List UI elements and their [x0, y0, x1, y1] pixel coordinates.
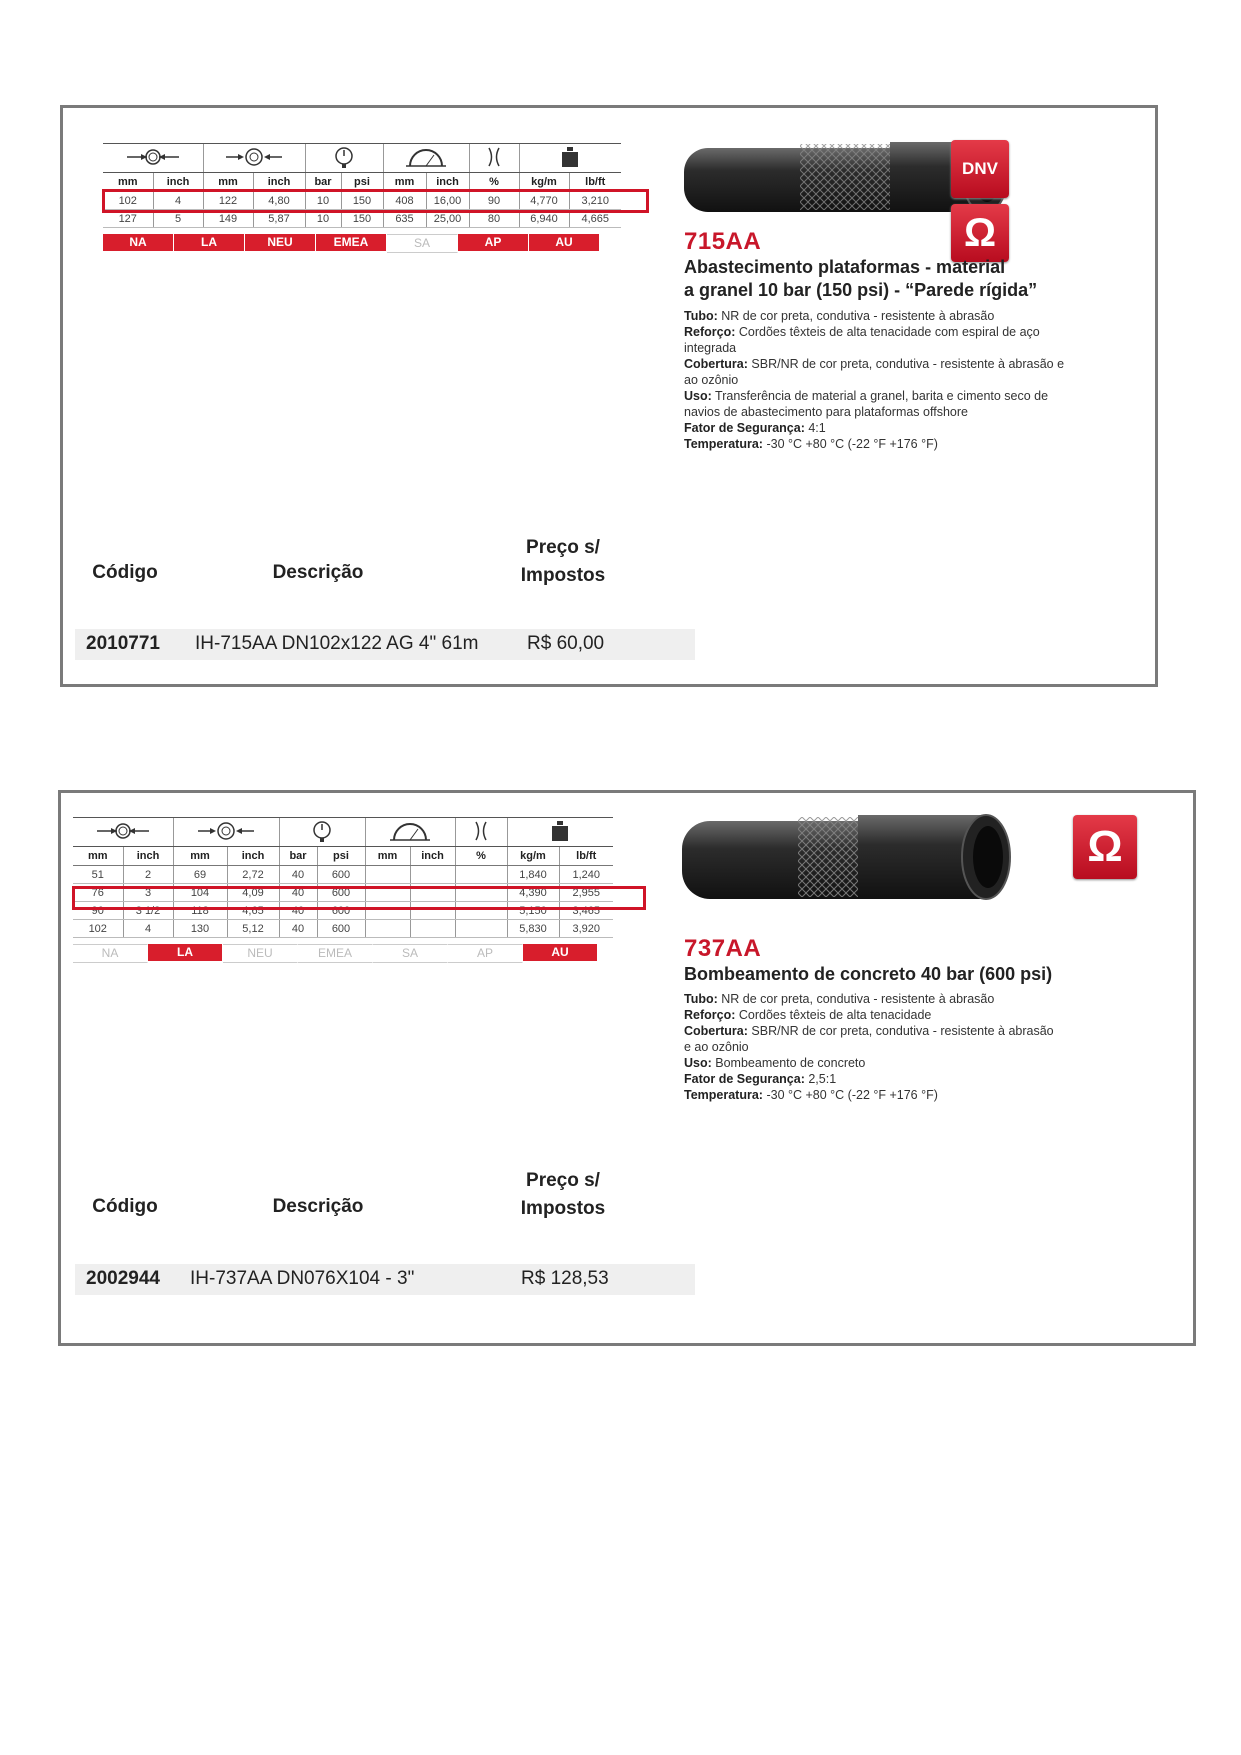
- spec-cell: 2,955: [559, 884, 613, 902]
- description-label: Temperatura:: [684, 1088, 763, 1102]
- description-label: Tubo:: [684, 992, 718, 1006]
- spec-cell: 40: [279, 866, 317, 884]
- col-header-code: Código: [92, 562, 158, 583]
- unit-header: lb/ft: [569, 173, 621, 192]
- spec-cell: 4,390: [507, 884, 559, 902]
- description-label: Tubo:: [684, 309, 718, 323]
- spec-cell: 4,09: [227, 884, 279, 902]
- spec-cell: 5,12: [227, 920, 279, 938]
- spec-row: [73, 866, 613, 884]
- description-line: [684, 340, 1064, 356]
- description-text: NR de cor preta, condutiva - resistente à abrasão: [721, 992, 995, 1006]
- spec-cell: [365, 884, 410, 902]
- spec-cell: 150: [341, 210, 383, 228]
- spec-cell: 3: [123, 884, 173, 902]
- spec-row: [103, 210, 621, 228]
- spec-cell: 80: [469, 210, 519, 228]
- product-title: Bombeamento de concreto 40 bar (600 psi): [684, 964, 1053, 984]
- spec-row: [73, 902, 613, 920]
- outer-diameter-icon: [173, 818, 279, 847]
- spec-cell: 4,80: [253, 192, 305, 210]
- inner-diameter-icon: [103, 144, 203, 173]
- spec-row: [103, 192, 621, 210]
- region-ap: AP: [448, 944, 523, 963]
- spec-cell: [365, 902, 410, 920]
- spec-cell: 600: [317, 884, 365, 902]
- spec-cell: 4,770: [519, 192, 569, 210]
- spec-cell: 51: [73, 866, 123, 884]
- spec-cell: 3,210: [569, 192, 621, 210]
- item-code: 2010771: [86, 633, 160, 654]
- spec-cell: 127: [103, 210, 153, 228]
- unit-header: inch: [426, 173, 469, 192]
- spec-cell: 6,940: [519, 210, 569, 228]
- region-au: AU: [529, 234, 600, 251]
- dnv-badge: DNV: [951, 140, 1009, 198]
- description-line: [684, 356, 1064, 372]
- spec-cell: [455, 902, 507, 920]
- item-code: 2002944: [86, 1268, 160, 1289]
- description-line: [684, 324, 1064, 340]
- spec-cell: 102: [103, 192, 153, 210]
- unit-header: inch: [153, 173, 203, 192]
- spec-cell: 90: [469, 192, 519, 210]
- description-text: SBR/NR de cor preta, condutiva - resistente à abrasão: [751, 1024, 1054, 1038]
- unit-header: mm: [203, 173, 253, 192]
- vacuum-icon: [455, 818, 507, 847]
- unit-header: %: [455, 847, 507, 866]
- region-au: AU: [523, 944, 598, 961]
- description-label: Uso:: [684, 389, 712, 403]
- description-line: [684, 991, 1054, 1007]
- region-la: LA: [174, 234, 245, 251]
- spec-cell: [455, 884, 507, 902]
- product-code: 715AA: [684, 228, 762, 255]
- description-line: [684, 1071, 1054, 1087]
- unit-header: kg/m: [507, 847, 559, 866]
- description-line: [684, 420, 1064, 436]
- weight-icon: [519, 144, 621, 173]
- spec-cell: [365, 866, 410, 884]
- spec-cell: 2,72: [227, 866, 279, 884]
- item-description: IH-715AA DN102x122 AG 4" 61m: [195, 633, 479, 654]
- spec-table: [73, 817, 613, 960]
- unit-header: mm: [73, 847, 123, 866]
- spec-cell: 600: [317, 866, 365, 884]
- spec-cell: 5: [153, 210, 203, 228]
- spec-cell: 408: [383, 192, 426, 210]
- description-text: -30 °C +80 °C (-22 °F +176 °F): [766, 437, 938, 451]
- region-sa: SA: [387, 234, 458, 253]
- spec-cell: 76: [73, 884, 123, 902]
- spec-cell: [455, 866, 507, 884]
- spec-cell: 16,00: [426, 192, 469, 210]
- product-panel-715aa: [60, 105, 1158, 687]
- unit-header: mm: [365, 847, 410, 866]
- description-line: [684, 308, 1064, 324]
- spec-cell: 10: [305, 210, 341, 228]
- description-text: integrada: [684, 341, 737, 355]
- spec-row: [73, 884, 613, 902]
- spec-cell: 635: [383, 210, 426, 228]
- description-text: SBR/NR de cor preta, condutiva - resistente à abrasão e: [751, 357, 1065, 371]
- unit-header: inch: [123, 847, 173, 866]
- description-text: e ao ozônio: [684, 1040, 749, 1054]
- spec-cell: 5,830: [507, 920, 559, 938]
- description-text: 2,5:1: [808, 1072, 837, 1086]
- description-text: navios de abastecimento para plataformas offshore: [684, 405, 968, 419]
- description-label: Reforço:: [684, 1008, 736, 1022]
- spec-cell: 2: [123, 866, 173, 884]
- description-line: [684, 1007, 1054, 1023]
- inner-diameter-icon: [73, 818, 173, 847]
- product-title: Abastecimento plataformas - material a granel 10 bar (150 psi) - “Parede rígida”: [684, 257, 1038, 300]
- pressure-gauge-icon: [305, 144, 383, 173]
- description-text: Bombeamento de concreto: [715, 1056, 866, 1070]
- omega-badge: Ω: [951, 204, 1009, 262]
- spec-cell: [410, 884, 455, 902]
- spec-cell: 1,840: [507, 866, 559, 884]
- col-header-desc: Descrição: [272, 562, 364, 583]
- region-la: LA: [148, 944, 223, 961]
- spec-cell: [365, 920, 410, 938]
- region-na: NA: [103, 234, 174, 251]
- col-header-price: Preço s/ Impostos: [520, 537, 606, 586]
- description-label: Uso:: [684, 1056, 712, 1070]
- spec-cell: 3,920: [559, 920, 613, 938]
- spec-cell: 130: [173, 920, 227, 938]
- product-description: [684, 991, 1054, 1103]
- product-description: [684, 308, 1064, 452]
- spec-cell: 3 1/2: [123, 902, 173, 920]
- spec-cell: 122: [203, 192, 253, 210]
- unit-header: inch: [227, 847, 279, 866]
- spec-cell: 40: [279, 902, 317, 920]
- item-price: R$ 60,00: [527, 633, 605, 654]
- table-row: [75, 629, 695, 660]
- unit-header: bar: [279, 847, 317, 866]
- spec-cell: 150: [341, 192, 383, 210]
- product-code: 737AA: [684, 935, 762, 962]
- spec-cell: 69: [173, 866, 227, 884]
- description-text: Transferência de material a granel, barita e cimento seco de: [715, 389, 1049, 403]
- spec-cell: 4: [153, 192, 203, 210]
- col-header-price: Preço s/ Impostos: [520, 1170, 606, 1219]
- unit-header: psi: [341, 173, 383, 192]
- description-label: Cobertura:: [684, 1024, 748, 1038]
- pressure-gauge-icon: [279, 818, 365, 847]
- item-description: IH-737AA DN076X104 - 3": [190, 1268, 415, 1289]
- spec-cell: 40: [279, 920, 317, 938]
- spec-cell: 4,665: [569, 210, 621, 228]
- spec-cell: [410, 866, 455, 884]
- description-line: [684, 1023, 1054, 1039]
- unit-header: bar: [305, 173, 341, 192]
- unit-header: lb/ft: [559, 847, 613, 866]
- col-header-code: Código: [92, 1196, 158, 1217]
- spec-cell: 5,87: [253, 210, 305, 228]
- spec-cell: [410, 920, 455, 938]
- spec-cell: 25,00: [426, 210, 469, 228]
- unit-header: inch: [410, 847, 455, 866]
- description-text: NR de cor preta, condutiva - resistente à abrasão: [721, 309, 995, 323]
- weight-icon: [507, 818, 613, 847]
- unit-header: inch: [253, 173, 305, 192]
- unit-header: mm: [103, 173, 153, 192]
- region-emea: EMEA: [298, 944, 373, 963]
- description-label: Fator de Segurança:: [684, 1072, 805, 1086]
- region-emea: EMEA: [316, 234, 387, 251]
- description-line: [684, 1055, 1054, 1071]
- spec-cell: 118: [173, 902, 227, 920]
- spec-cell: 3,465: [559, 902, 613, 920]
- region-na: NA: [73, 944, 148, 963]
- spec-cell: 10: [305, 192, 341, 210]
- description-label: Fator de Segurança:: [684, 421, 805, 435]
- region-neu: NEU: [245, 234, 316, 251]
- description-text: Cordões têxteis de alta tenacidade: [738, 1008, 932, 1022]
- description-label: Temperatura:: [684, 437, 763, 451]
- region-neu: NEU: [223, 944, 298, 963]
- description-text: -30 °C +80 °C (-22 °F +176 °F): [766, 1088, 938, 1102]
- spec-cell: 5,150: [507, 902, 559, 920]
- spec-cell: [410, 902, 455, 920]
- description-text: Cordões têxteis de alta tenacidade com espiral de aço: [738, 325, 1040, 339]
- bend-radius-icon: [383, 144, 469, 173]
- col-header-desc: Descrição: [272, 1196, 364, 1217]
- table-row: [75, 1264, 695, 1295]
- spec-grid: [73, 817, 613, 938]
- vacuum-icon: [469, 144, 519, 173]
- region-ap: AP: [458, 234, 529, 251]
- description-line: [684, 436, 1064, 452]
- region-bar: [73, 944, 598, 963]
- spec-cell: 4: [123, 920, 173, 938]
- spec-row: [73, 920, 613, 938]
- description-line: [684, 388, 1064, 404]
- item-price: R$ 128,53: [521, 1268, 609, 1289]
- description-line: [684, 1087, 1054, 1103]
- spec-cell: [455, 920, 507, 938]
- bend-radius-icon: [365, 818, 455, 847]
- spec-cell: 90: [73, 902, 123, 920]
- unit-header: mm: [173, 847, 227, 866]
- hose-image: [678, 805, 1018, 915]
- spec-cell: 149: [203, 210, 253, 228]
- spec-cell: 102: [73, 920, 123, 938]
- spec-cell: 1,240: [559, 866, 613, 884]
- spec-cell: 40: [279, 884, 317, 902]
- description-line: [684, 404, 1064, 420]
- omega-badge: Ω: [1073, 815, 1137, 879]
- description-line: [684, 372, 1064, 388]
- spec-table: [103, 143, 621, 250]
- spec-cell: 600: [317, 920, 365, 938]
- region-sa: SA: [373, 944, 448, 963]
- region-bar: [103, 234, 600, 253]
- unit-header: mm: [383, 173, 426, 192]
- description-line: [684, 1039, 1054, 1055]
- description-label: Reforço:: [684, 325, 736, 339]
- spec-cell: 104: [173, 884, 227, 902]
- spec-grid: [103, 143, 621, 228]
- spec-cell: 4,65: [227, 902, 279, 920]
- product-panel-737aa: [58, 790, 1196, 1346]
- outer-diameter-icon: [203, 144, 305, 173]
- spec-cell: 600: [317, 902, 365, 920]
- description-text: 4:1: [808, 421, 826, 435]
- unit-header: kg/m: [519, 173, 569, 192]
- unit-header: psi: [317, 847, 365, 866]
- unit-header: %: [469, 173, 519, 192]
- description-label: Cobertura:: [684, 357, 748, 371]
- description-text: ao ozônio: [684, 373, 739, 387]
